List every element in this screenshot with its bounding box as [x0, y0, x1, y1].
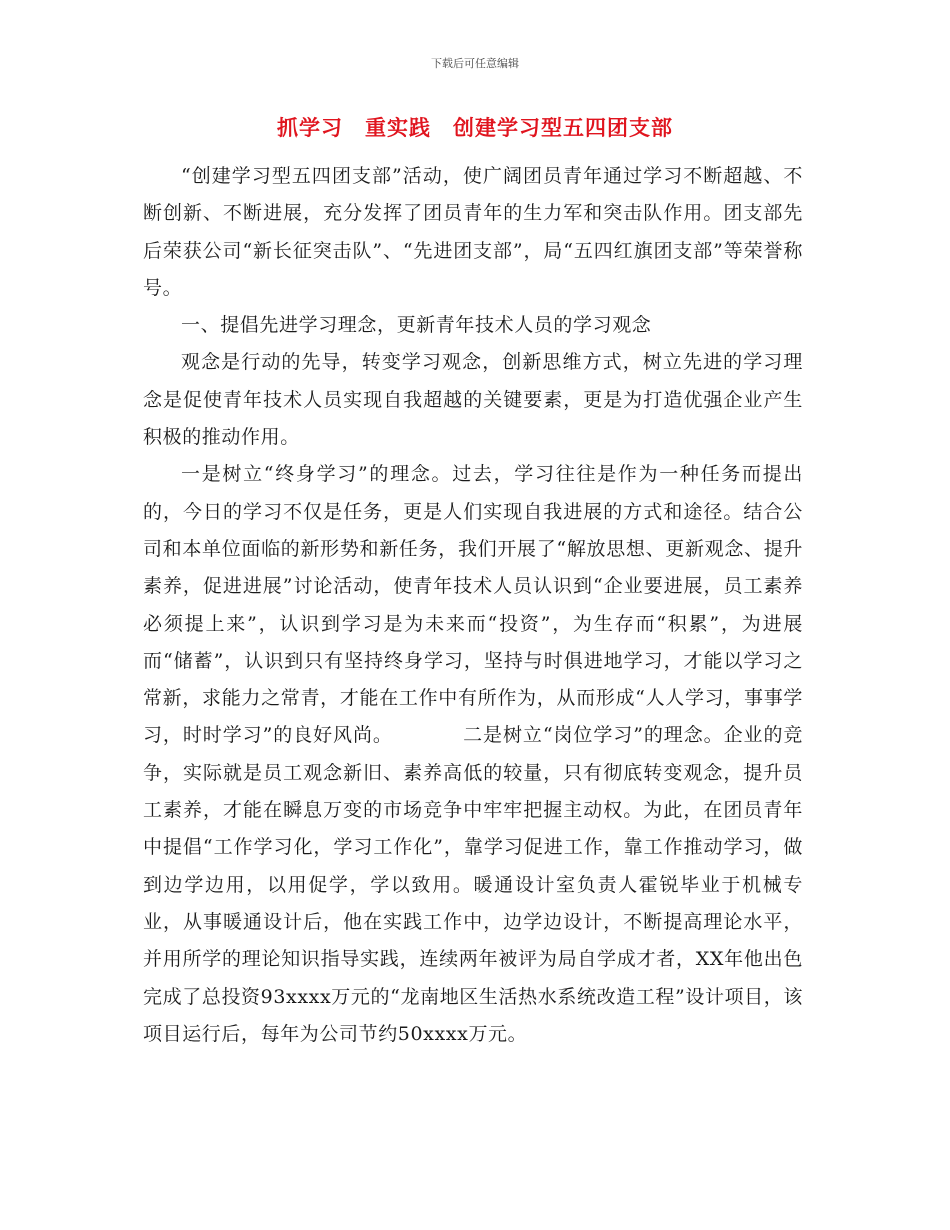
document-body	[143, 158, 803, 1053]
paragraph-intro: “创建学习型五四团支部”活动，使广阔团员青年通过学习不断超越、不断创新、不断进展，充分发挥了团员青年的生力军和突击队作用。团支部先后荣获公司“新长征突击队”、“先进团支部”，局“五四红旗团支部”等荣誉称号。	[143, 165, 803, 299]
paragraph-lifelong-learning: 一是树立“终身学习”的理念。过去，学习往往是作为一种任务而提出的，今日的学习不仅是任务，更是人们实现自我进展的方式和途径。结合公司和本单位面临的新形势和新任务，我们开展了“解放思想、更新观念、提升素养，促进进展”讨论活动，使青年技术人员认识到“企业要进展，员工素养必须提上来”，认识到学习是为未来而“投资”，为生存而“积累”，为进展而“储蓄”，认识到只有坚持终身学习，坚持与时俱进地学习，才能以学习之常新，求能力之常青，才能在工作中有所作为，从而形成“人人学习，事事学习，时时学习”的良好风尚。 二是树立“岗位学习”的理念。企业的竞争，实际就是员工观念新旧、素养高低的较量，只有彻底转变观念，提升员工素养，才能在瞬息万变的市场竞争中牢牢把握主动权。为此，在团员青年中提倡“工作学习化，学习工作化”，靠学习促进工作，靠工作推动学习，做到边学边用，以用促学，学以致用。暖通设计室负责人霍锐毕业于机械专业，从事暖通设计后，他在实践工作中，边学边设计，不断提高理论水平，并用所学的理论知识指导实践，连续两年被评为局自学成才者，XX年他出色完成了总投资93xxxx万元的“龙南地区生活热水系统改造工程”设计项目，该项目运行后，每年为公司节约50xxxx万元。	[143, 463, 803, 1045]
page-header-note: 下载后可任意编辑	[431, 57, 519, 70]
section-heading-1: 一、提倡先进学习理念，更新青年技术人员的学习观念	[181, 314, 652, 337]
document-title: 抓学习 重实践 创建学习型五四团支部	[277, 116, 673, 140]
paragraph-concept: 观念是行动的先导，转变学习观念，创新思维方式，树立先进的学习理念是促使青年技术人员实现自我超越的关键要素，更是为打造优强企业产生积极的推动作用。	[143, 351, 803, 449]
